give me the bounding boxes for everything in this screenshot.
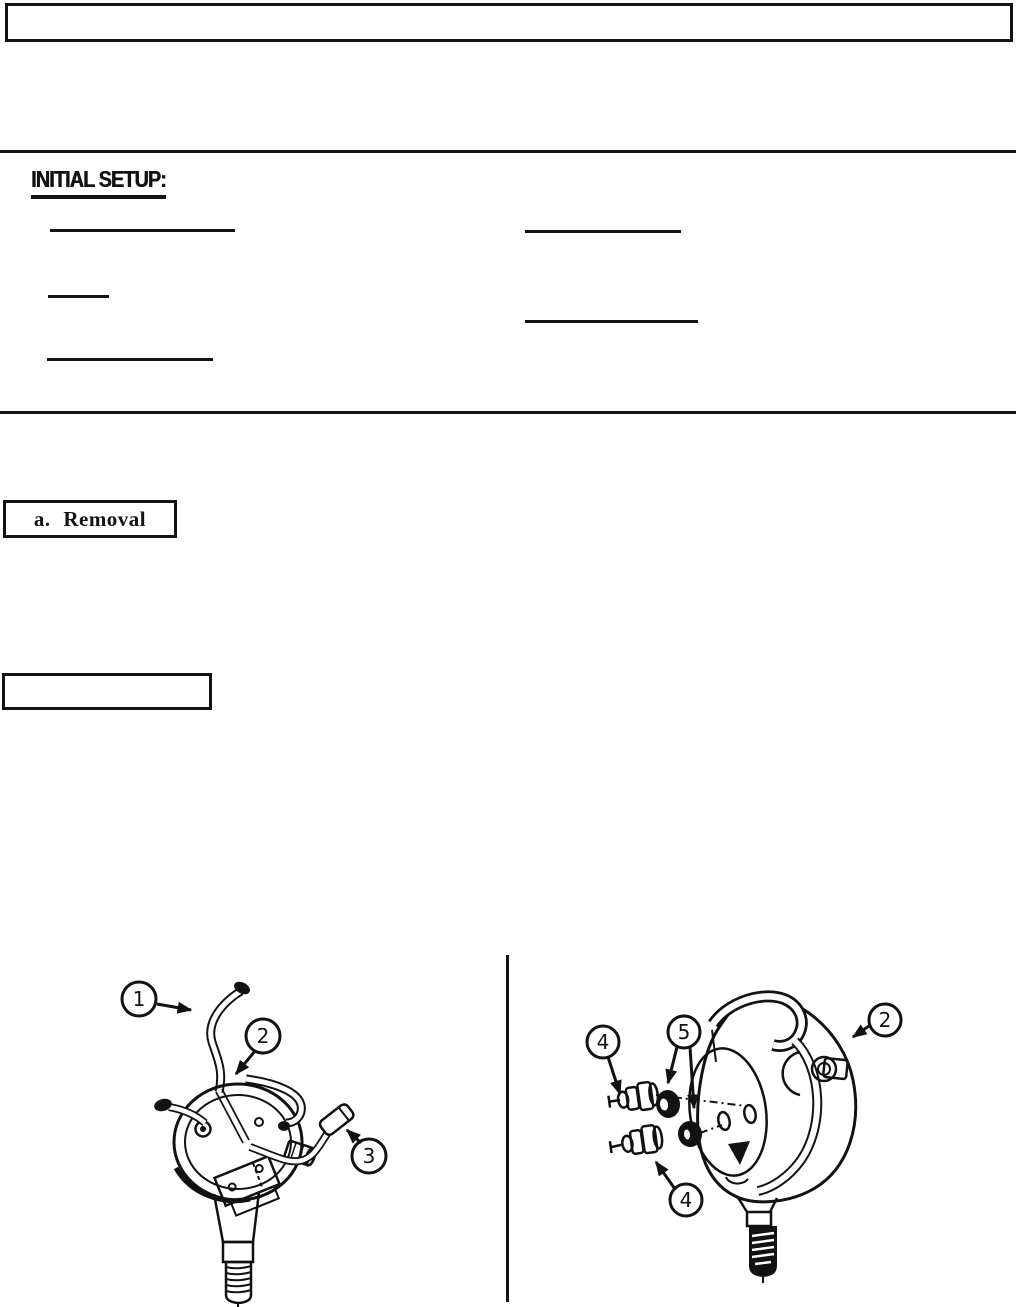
setup-bottom-rule [0, 411, 1016, 414]
callout-1-number: 1 [132, 987, 146, 1011]
initial-setup-label: INITIAL SETUP: [31, 166, 166, 199]
removal-step-label: a. Removal [33, 506, 147, 531]
vent-fitting-bottom-drawing [608, 1124, 663, 1158]
removal-step-box [3, 500, 177, 538]
callout-4-bottom-number: 4 [679, 1188, 693, 1212]
distributor-top-view-figure [95, 958, 415, 1307]
blank-underline-left-3 [47, 358, 213, 361]
callout-3 [347, 1130, 386, 1173]
callout-2-right [853, 1004, 901, 1037]
callout-5-number: 5 [677, 1020, 691, 1044]
top-rule [0, 150, 1016, 153]
blank-underline-right-1 [525, 230, 681, 233]
callout-2-right-number: 2 [878, 1008, 892, 1032]
initial-setup-heading [31, 166, 188, 199]
callout-4-top [587, 1026, 620, 1094]
callout-3-number: 3 [362, 1144, 376, 1168]
vent-fitting-top-drawing [607, 1081, 659, 1115]
empty-label-box [2, 673, 212, 710]
callout-4-top-number: 4 [596, 1030, 610, 1054]
cap-side-drawing [681, 996, 855, 1283]
header-box [5, 3, 1013, 42]
vent-hole-right [743, 1104, 758, 1124]
figure-divider [506, 955, 509, 1302]
vent-hole-left [717, 1111, 732, 1131]
callout-4-bottom [656, 1162, 702, 1216]
blank-underline-tools [50, 229, 235, 232]
blank-underline-left-2 [48, 295, 109, 298]
distributor-cap-drawing [174, 1079, 317, 1218]
callout-2 [236, 1019, 280, 1074]
callout-1 [122, 982, 191, 1016]
leader-dash-bottom [700, 1125, 722, 1133]
callout-2-number: 2 [256, 1024, 270, 1048]
blank-underline-right-2 [525, 320, 698, 323]
distributor-side-view-figure [555, 985, 965, 1307]
